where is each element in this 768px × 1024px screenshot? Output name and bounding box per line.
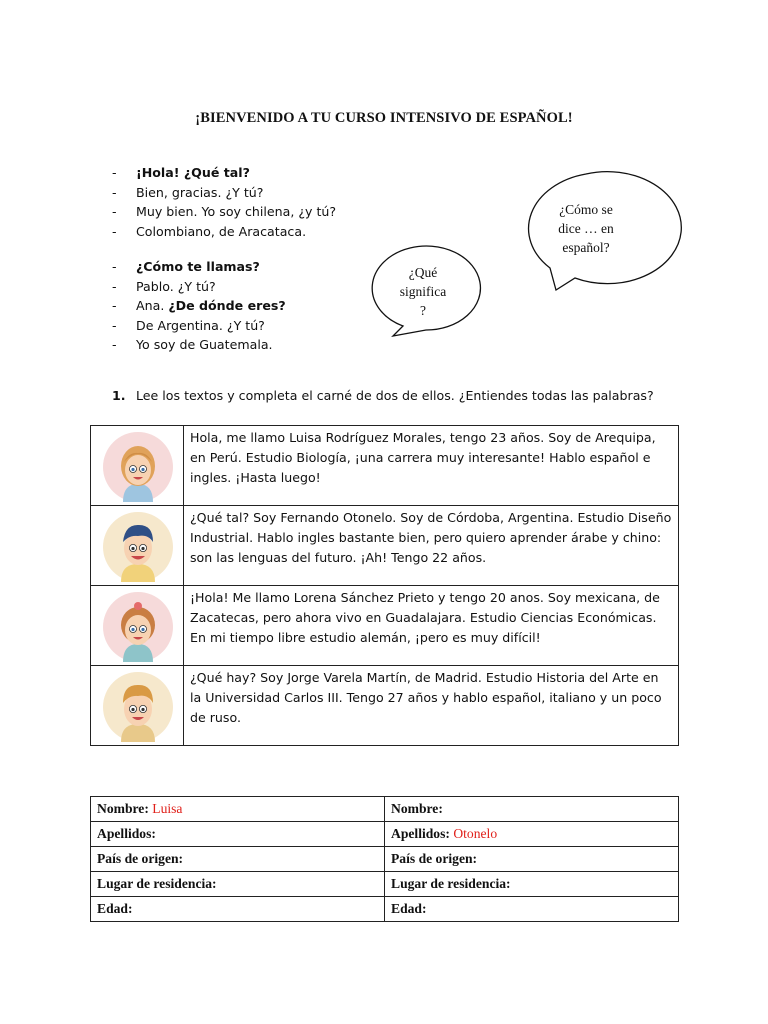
table-row bbox=[91, 847, 679, 872]
card-cell-left[interactable]: Edad: bbox=[91, 897, 385, 922]
avatar-luisa-icon bbox=[103, 432, 173, 502]
avatar-cell bbox=[91, 506, 184, 586]
speech-bubbles bbox=[0, 0, 768, 380]
speech-bubble-small-text: ¿Qué significa ? bbox=[399, 265, 447, 318]
dialog-line: - Yo soy de Guatemala. bbox=[112, 335, 286, 355]
table-row bbox=[91, 506, 679, 586]
table-row bbox=[91, 822, 679, 847]
dialog-line: - Ana. ¿De dónde eres? bbox=[112, 296, 286, 316]
exercise-number: 1. bbox=[112, 388, 126, 403]
exercise-text: Lee los textos y completa el carné de dos de ellos. ¿Entiendes todas las palabras? bbox=[136, 388, 654, 403]
exercise-instruction bbox=[112, 388, 654, 403]
avatar-lorena-icon bbox=[103, 592, 173, 662]
dialog-line: - ¿Cómo te llamas? bbox=[112, 257, 286, 277]
text-cell: Hola, me llamo Luisa Rodríguez Morales, tengo 23 años. Soy de Arequipa, en Perú. Estudio Biología, ¡una carrera muy interesante! Hablo español e ingles. ¡Hasta luego! bbox=[184, 426, 679, 506]
page-title: ¡BIENVENIDO A TU CURSO INTENSIVO DE ESPAÑOL! bbox=[195, 110, 573, 126]
dialog-line: - Bien, gracias. ¿Y tú? bbox=[112, 183, 336, 203]
table-row bbox=[91, 426, 679, 506]
card-cell-left[interactable]: País de origen: bbox=[91, 847, 385, 872]
avatar-jorge-icon bbox=[103, 672, 173, 742]
dialog-line: - Colombiano, de Aracataca. bbox=[112, 222, 336, 242]
speech-bubble-large-text: ¿Cómo se dice … en español? bbox=[558, 202, 614, 255]
card-cell-right[interactable]: Lugar de residencia: bbox=[385, 872, 679, 897]
text-cell: ¿Qué hay? Soy Jorge Varela Martín, de Madrid. Estudio Historia del Arte en la Universidad Carlos III. Tengo 27 años y hablo español, italiano y un poco de ruso. bbox=[184, 666, 679, 746]
table-row bbox=[91, 666, 679, 746]
id-card-table bbox=[90, 796, 679, 922]
avatar-cell bbox=[91, 666, 184, 746]
card-cell-left[interactable]: Apellidos: bbox=[91, 822, 385, 847]
table-row bbox=[91, 872, 679, 897]
card-value: Otonelo bbox=[453, 826, 498, 841]
avatar-cell bbox=[91, 426, 184, 506]
dialog-line: - Pablo. ¿Y tú? bbox=[112, 277, 286, 297]
card-cell-left[interactable]: Lugar de residencia: bbox=[91, 872, 385, 897]
table-row bbox=[91, 586, 679, 666]
dialog-line: - ¡Hola! ¿Qué tal? bbox=[112, 163, 336, 183]
card-cell-right[interactable]: País de origen: bbox=[385, 847, 679, 872]
card-cell-left[interactable]: Nombre: Luisa bbox=[91, 797, 385, 822]
dialog-line: - Muy bien. Yo soy chilena, ¿y tú? bbox=[112, 202, 336, 222]
avatar-cell bbox=[91, 586, 184, 666]
table-row bbox=[91, 797, 679, 822]
card-cell-right[interactable]: Edad: bbox=[385, 897, 679, 922]
text-cell: ¡Hola! Me llamo Lorena Sánchez Prieto y tengo 20 anos. Soy mexicana, de Zacatecas, pero ahora vivo en Guadalajara. Estudio Ciencias Económicas. En mi tiempo libre estudio alemán, ¡pero es muy difícil! bbox=[184, 586, 679, 666]
texts-table bbox=[90, 425, 679, 746]
table-row bbox=[91, 897, 679, 922]
avatar-fernando-icon bbox=[103, 512, 173, 582]
card-cell-right[interactable]: Nombre: bbox=[385, 797, 679, 822]
card-value: Luisa bbox=[152, 801, 183, 816]
dialog-line: - De Argentina. ¿Y tú? bbox=[112, 316, 286, 336]
card-cell-right[interactable]: Apellidos: Otonelo bbox=[385, 822, 679, 847]
text-cell: ¿Qué tal? Soy Fernando Otonelo. Soy de Córdoba, Argentina. Estudio Diseño Industrial. Hablo ingles bastante bien, pero quiero aprender árabe y chino: son las lenguas del futuro. ¡Ah! Tengo 22 años. bbox=[184, 506, 679, 586]
